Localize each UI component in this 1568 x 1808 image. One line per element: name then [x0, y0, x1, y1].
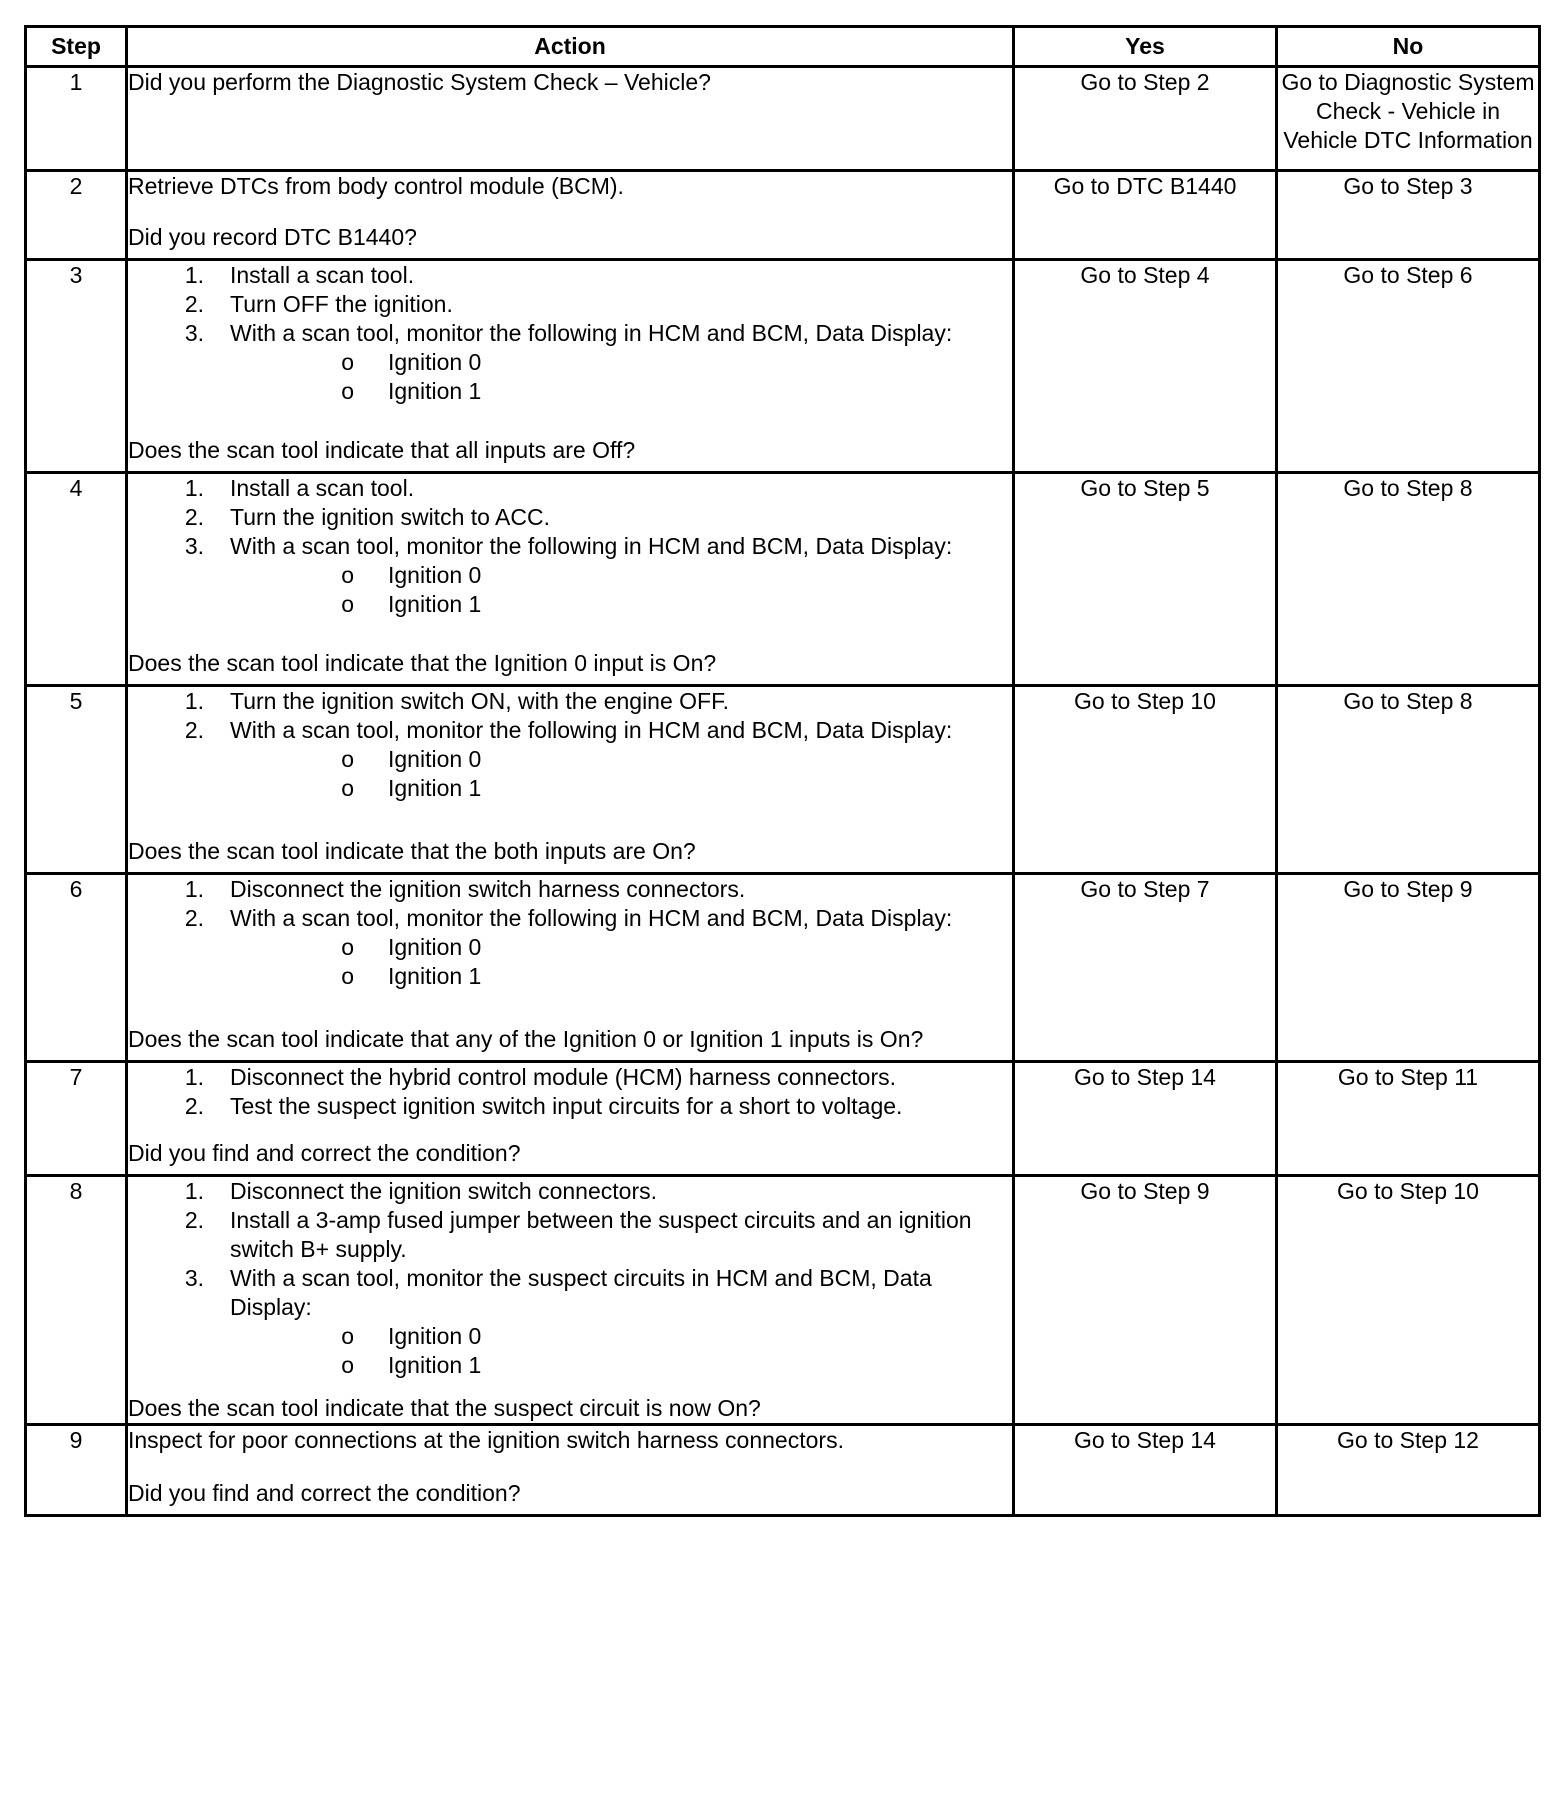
action-content [128, 261, 1012, 465]
step-number: 5 [26, 686, 127, 874]
action-step-text: With a scan tool, monitor the following in HCM and BCM, Data Display: [230, 320, 953, 346]
action-step-item [128, 1063, 1012, 1092]
table-row [26, 874, 1540, 1062]
sub-item [128, 933, 1012, 962]
action-step-item [128, 687, 1012, 716]
action-step-number: 2. [184, 1207, 204, 1233]
sub-item-text: Ignition 0 [388, 934, 482, 960]
no-outcome: Go to Step 8 [1277, 686, 1540, 874]
yes-outcome: Go to Step 14 [1014, 1425, 1277, 1516]
action-question: Did you find and correct the condition? [128, 1480, 521, 1506]
action-step-text: With a scan tool, monitor the suspect circuits in HCM and BCM, Data Display: [230, 1265, 932, 1320]
action-step-text: Disconnect the ignition switch harness connectors. [230, 876, 746, 902]
action-step-text: Turn OFF the ignition. [230, 291, 453, 317]
step-number: 6 [26, 874, 127, 1062]
action-step-body [230, 1264, 1012, 1322]
bullet-icon: o [341, 934, 354, 960]
yes-outcome: Go to Step 14 [1014, 1062, 1277, 1176]
action-steps [128, 261, 1012, 406]
table-row [26, 67, 1540, 171]
action-content [128, 68, 1012, 163]
sub-item [128, 590, 1012, 619]
no-outcome: Go to Step 11 [1277, 1062, 1540, 1176]
action-cell [127, 171, 1014, 260]
sub-item [128, 962, 1012, 991]
no-outcome: Go to Step 8 [1277, 473, 1540, 686]
step-number: 4 [26, 473, 127, 686]
step-number: 3 [26, 260, 127, 473]
no-outcome: Go to Step 12 [1277, 1425, 1540, 1516]
sub-item [128, 561, 1012, 590]
action-step-item [128, 716, 1012, 745]
action-step-body [230, 1092, 1012, 1121]
action-step-body [230, 503, 1012, 532]
action-step-number: 1. [184, 1178, 204, 1204]
action-question: Does the scan tool indicate that any of the Ignition 0 or Ignition 1 inputs is On? [128, 1026, 924, 1052]
sub-item [128, 1351, 1012, 1380]
yes-outcome: Go to Step 9 [1014, 1176, 1277, 1425]
action-question: Did you find and correct the condition? [128, 1140, 521, 1166]
action-step-number: 3. [184, 1265, 204, 1291]
sub-item-text: Ignition 1 [388, 378, 482, 404]
header-no: No [1277, 27, 1540, 67]
action-steps [128, 1426, 1012, 1455]
action-steps [128, 687, 1012, 803]
action-step-item [128, 904, 1012, 933]
sub-item-text: Ignition 0 [388, 349, 482, 375]
action-question: Does the scan tool indicate that all inputs are Off? [128, 437, 636, 463]
action-step-item [128, 1177, 1012, 1206]
action-step-item [128, 474, 1012, 503]
sub-item [128, 774, 1012, 803]
diagnostic-table [24, 25, 1541, 1517]
yes-outcome: Go to Step 10 [1014, 686, 1277, 874]
action-step-item [128, 1264, 1012, 1322]
table-row [26, 1062, 1540, 1176]
bullet-icon: o [341, 746, 354, 772]
table-row [26, 1176, 1540, 1425]
action-step-number: 2. [184, 1093, 204, 1119]
action-step-item [128, 261, 1012, 290]
action-step-body [230, 1206, 1012, 1264]
action-step-text: With a scan tool, monitor the following in HCM and BCM, Data Display: [230, 717, 953, 743]
action-step-item [128, 875, 1012, 904]
action-cell [127, 1425, 1014, 1516]
sub-item-text: Ignition 0 [388, 562, 482, 588]
action-step-body [230, 532, 1012, 561]
action-step-text: Test the suspect ignition switch input circuits for a short to voltage. [230, 1093, 903, 1119]
action-cell [127, 67, 1014, 171]
action-steps [128, 172, 1012, 201]
action-step-number: 2. [184, 905, 204, 931]
step-number: 8 [26, 1176, 127, 1425]
table-row [26, 260, 1540, 473]
step-number: 2 [26, 171, 127, 260]
action-content [128, 1426, 1012, 1508]
action-step-number: 3. [184, 320, 204, 346]
action-content [128, 172, 1012, 252]
sub-item-text: Ignition 1 [388, 1352, 482, 1378]
bullet-icon: o [341, 378, 354, 404]
bullet-icon: o [341, 1323, 354, 1349]
action-cell [127, 874, 1014, 1062]
header-yes: Yes [1014, 27, 1277, 67]
action-step-body [230, 875, 1012, 904]
action-step-item [128, 532, 1012, 561]
no-outcome: Go to Diagnostic System Check - Vehicle in Vehicle DTC Information [1277, 67, 1540, 171]
sub-item [128, 745, 1012, 774]
action-question: Did you record DTC B1440? [128, 224, 417, 250]
action-steps [128, 68, 1012, 97]
sub-item [128, 348, 1012, 377]
action-step-number: 1. [184, 688, 204, 714]
action-step-item [128, 503, 1012, 532]
yes-outcome: Go to Step 7 [1014, 874, 1277, 1062]
action-step-body [230, 904, 1012, 933]
action-step-item [128, 1206, 1012, 1264]
bullet-icon: o [341, 591, 354, 617]
action-step-number: 2. [184, 504, 204, 530]
action-step-number: 2. [184, 291, 204, 317]
action-cell [127, 260, 1014, 473]
table-row [26, 1425, 1540, 1516]
action-step-body [230, 474, 1012, 503]
action-step-number: 1. [184, 1064, 204, 1090]
no-outcome: Go to Step 9 [1277, 874, 1540, 1062]
action-content [128, 875, 1012, 1054]
yes-outcome: Go to DTC B1440 [1014, 171, 1277, 260]
action-steps [128, 875, 1012, 991]
yes-outcome: Go to Step 4 [1014, 260, 1277, 473]
action-step-item [128, 319, 1012, 348]
action-intro: Retrieve DTCs from body control module (BCM). [128, 173, 624, 199]
no-outcome: Go to Step 10 [1277, 1176, 1540, 1425]
no-outcome: Go to Step 6 [1277, 260, 1540, 473]
header-row [26, 27, 1540, 67]
action-question: Does the scan tool indicate that the Ignition 0 input is On? [128, 650, 717, 676]
action-step-text: Install a scan tool. [230, 475, 415, 501]
sub-item-text: Ignition 1 [388, 963, 482, 989]
action-intro: Did you perform the Diagnostic System Check – Vehicle? [128, 69, 711, 95]
step-number: 7 [26, 1062, 127, 1176]
sub-item [128, 377, 1012, 406]
action-step-item [128, 1092, 1012, 1121]
step-number: 9 [26, 1425, 127, 1516]
action-step-text: Install a scan tool. [230, 262, 415, 288]
action-cell [127, 686, 1014, 874]
action-step-text: Install a 3-amp fused jumper between the suspect circuits and an ignition switch B+ supply. [230, 1207, 972, 1262]
action-step-number: 1. [184, 475, 204, 501]
bullet-icon: o [341, 562, 354, 588]
table-row [26, 473, 1540, 686]
action-step-body [230, 687, 1012, 716]
action-intro: Inspect for poor connections at the ignition switch harness connectors. [128, 1427, 844, 1453]
bullet-icon: o [341, 349, 354, 375]
sub-item-text: Ignition 1 [388, 591, 482, 617]
action-step-text: With a scan tool, monitor the following in HCM and BCM, Data Display: [230, 533, 953, 559]
action-step-text: Turn the ignition switch ON, with the engine OFF. [230, 688, 729, 714]
action-question: Does the scan tool indicate that the both inputs are On? [128, 838, 696, 864]
bullet-icon: o [341, 963, 354, 989]
action-content [128, 1177, 1012, 1423]
sub-item-text: Ignition 0 [388, 1323, 482, 1349]
yes-outcome: Go to Step 2 [1014, 67, 1277, 171]
action-step-number: 1. [184, 876, 204, 902]
header-step: Step [26, 27, 127, 67]
action-step-body [230, 716, 1012, 745]
action-cell [127, 1176, 1014, 1425]
header-action: Action [127, 27, 1014, 67]
action-step-text: Disconnect the hybrid control module (HCM) harness connectors. [230, 1064, 897, 1090]
bullet-icon: o [341, 775, 354, 801]
sub-item-text: Ignition 0 [388, 746, 482, 772]
action-content [128, 474, 1012, 678]
no-outcome: Go to Step 3 [1277, 171, 1540, 260]
action-steps [128, 474, 1012, 619]
action-step-item [128, 290, 1012, 319]
action-step-body [230, 290, 1012, 319]
sub-item [128, 1322, 1012, 1351]
sub-item-text: Ignition 1 [388, 775, 482, 801]
action-step-text: Disconnect the ignition switch connectors. [230, 1178, 657, 1204]
action-cell [127, 473, 1014, 686]
action-step-body [230, 319, 1012, 348]
action-step-text: With a scan tool, monitor the following in HCM and BCM, Data Display: [230, 905, 953, 931]
action-content [128, 1063, 1012, 1168]
table-row [26, 686, 1540, 874]
table-row [26, 171, 1540, 260]
action-step-number: 3. [184, 533, 204, 559]
action-steps [128, 1063, 1012, 1121]
action-step-number: 1. [184, 262, 204, 288]
action-content [128, 687, 1012, 866]
action-step-body [230, 261, 1012, 290]
action-steps [128, 1177, 1012, 1380]
step-number: 1 [26, 67, 127, 171]
action-step-body [230, 1177, 1012, 1206]
yes-outcome: Go to Step 5 [1014, 473, 1277, 686]
action-step-number: 2. [184, 717, 204, 743]
bullet-icon: o [341, 1352, 354, 1378]
action-cell [127, 1062, 1014, 1176]
action-step-body [230, 1063, 1012, 1092]
action-step-text: Turn the ignition switch to ACC. [230, 504, 551, 530]
action-question: Does the scan tool indicate that the suspect circuit is now On? [128, 1395, 761, 1421]
